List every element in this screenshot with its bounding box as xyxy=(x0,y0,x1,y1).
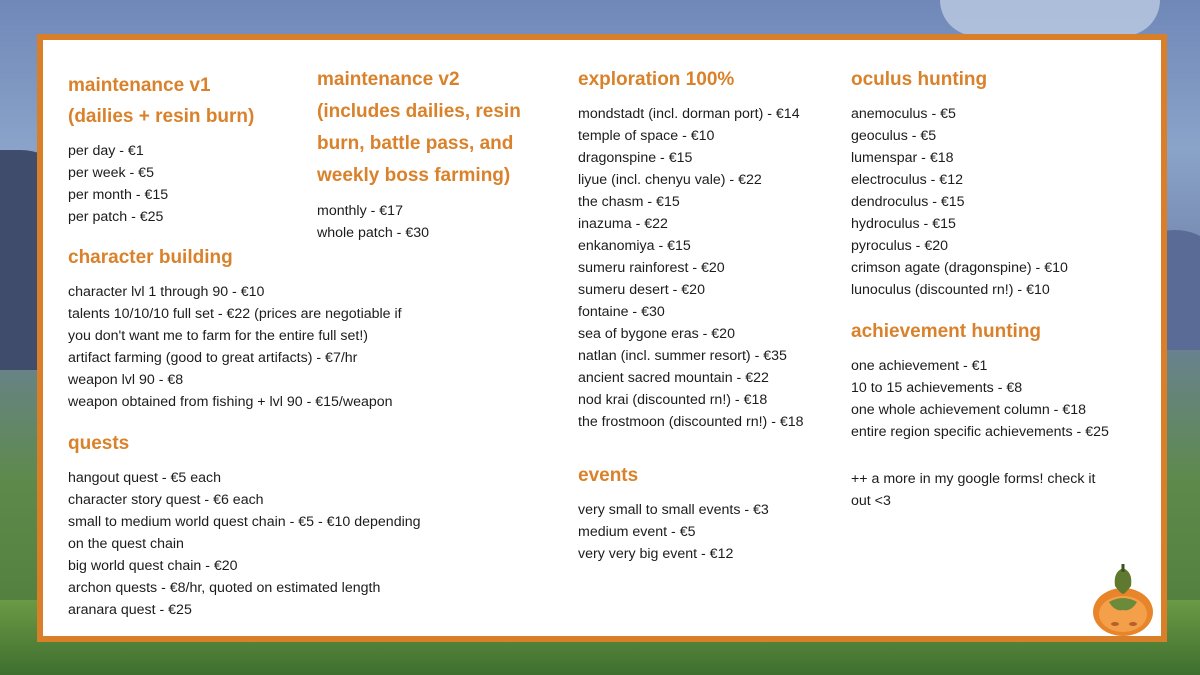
price-item: ancient sacred mountain - €22 xyxy=(578,370,769,386)
section-character-building xyxy=(68,242,488,413)
pumpkin-slime-icon xyxy=(1087,560,1159,640)
item-list xyxy=(851,103,1141,301)
section-title: exploration 100% xyxy=(578,69,735,90)
price-item: per week - €5 xyxy=(68,165,154,181)
price-item: small to medium world quest chain - €5 - €10 depending on the quest chain xyxy=(68,514,421,552)
price-item: electroculus - €12 xyxy=(851,172,963,188)
google-forms-note: ++ a more in my google forms! check it out <3 xyxy=(851,471,1096,509)
section-title: oculus hunting xyxy=(851,69,988,90)
price-item: pyroculus - €20 xyxy=(851,238,948,254)
price-item: character story quest - €6 each xyxy=(68,492,264,508)
item-list xyxy=(317,200,557,244)
price-item: temple of space - €10 xyxy=(578,128,715,144)
price-item: nod krai (discounted rn!) - €18 xyxy=(578,392,768,408)
price-item: the chasm - €15 xyxy=(578,194,680,210)
price-item: character lvl 1 through 90 - €10 xyxy=(68,284,265,300)
item-list xyxy=(68,140,308,228)
section-oculus-hunting xyxy=(851,64,1141,301)
section-title: achievement hunting xyxy=(851,321,1042,342)
price-item: per patch - €25 xyxy=(68,209,164,225)
item-list xyxy=(68,281,488,413)
price-item: natlan (incl. summer resort) - €35 xyxy=(578,348,787,364)
price-item: one whole achievement column - €18 xyxy=(851,402,1087,418)
price-item: monthly - €17 xyxy=(317,203,403,219)
price-item: mondstadt (incl. dorman port) - €14 xyxy=(578,106,800,122)
price-item: lunoculus (discounted rn!) - €10 xyxy=(851,282,1050,298)
price-item: anemoculus - €5 xyxy=(851,106,956,122)
price-item: 10 to 15 achievements - €8 xyxy=(851,380,1023,396)
price-item: hangout quest - €5 each xyxy=(68,470,222,486)
section-title: quests xyxy=(68,433,130,454)
price-item: artifact farming (good to great artifacts) - €7/hr xyxy=(68,350,358,366)
price-item: dragonspine - €15 xyxy=(578,150,693,166)
item-list xyxy=(578,103,838,433)
price-item: fontaine - €30 xyxy=(578,304,665,320)
price-item: sumeru rainforest - €20 xyxy=(578,260,725,276)
price-list-card xyxy=(37,34,1167,642)
price-item: hydroculus - €15 xyxy=(851,216,956,232)
price-item: lumenspar - €18 xyxy=(851,150,954,166)
price-item: geoculus - €5 xyxy=(851,128,937,144)
price-item: whole patch - €30 xyxy=(317,225,429,241)
section-title: character building xyxy=(68,247,233,268)
section-quests xyxy=(68,428,488,621)
price-item: liyue (incl. chenyu vale) - €22 xyxy=(578,172,762,188)
price-item: aranara quest - €25 xyxy=(68,602,192,618)
price-item: sea of bygone eras - €20 xyxy=(578,326,735,342)
item-list xyxy=(578,499,838,565)
item-list xyxy=(851,355,1141,443)
section-maintenance-v2 xyxy=(317,64,557,244)
price-item: the frostmoon (discounted rn!) - €18 xyxy=(578,414,804,430)
price-item: inazuma - €22 xyxy=(578,216,668,232)
price-item: very very big event - €12 xyxy=(578,546,734,562)
item-list xyxy=(68,467,488,621)
price-item: per month - €15 xyxy=(68,187,169,203)
price-item: crimson agate (dragonspine) - €10 xyxy=(851,260,1068,276)
section-events xyxy=(578,460,838,565)
section-achievement-hunting xyxy=(851,316,1141,443)
price-item: weapon lvl 90 - €8 xyxy=(68,372,184,388)
section-title: maintenance v1 (dailies + resin burn) xyxy=(68,75,255,127)
price-item: enkanomiya - €15 xyxy=(578,238,691,254)
price-item: entire region specific achievements - €25 xyxy=(851,424,1109,440)
sky-cloud xyxy=(940,0,1160,36)
price-item: sumeru desert - €20 xyxy=(578,282,705,298)
price-item: big world quest chain - €20 xyxy=(68,558,238,574)
price-item: dendroculus - €15 xyxy=(851,194,965,210)
price-item: talents 10/10/10 full set - €22 (prices are negotiable if you don't want me to farm for the entire full set!) xyxy=(68,306,402,344)
price-item: medium event - €5 xyxy=(578,524,696,540)
section-maintenance-v1 xyxy=(68,70,308,228)
price-item: archon quests - €8/hr, quoted on estimated length xyxy=(68,580,381,596)
section-exploration xyxy=(578,64,838,433)
price-item: one achievement - €1 xyxy=(851,358,988,374)
section-title: events xyxy=(578,465,639,486)
price-item: very small to small events - €3 xyxy=(578,502,769,518)
price-item: weapon obtained from fishing + lvl 90 - €15/weapon xyxy=(68,394,393,410)
section-title: maintenance v2 (includes dailies, resin burn, battle pass, and weekly boss farming) xyxy=(317,69,521,186)
price-item: per day - €1 xyxy=(68,143,144,159)
